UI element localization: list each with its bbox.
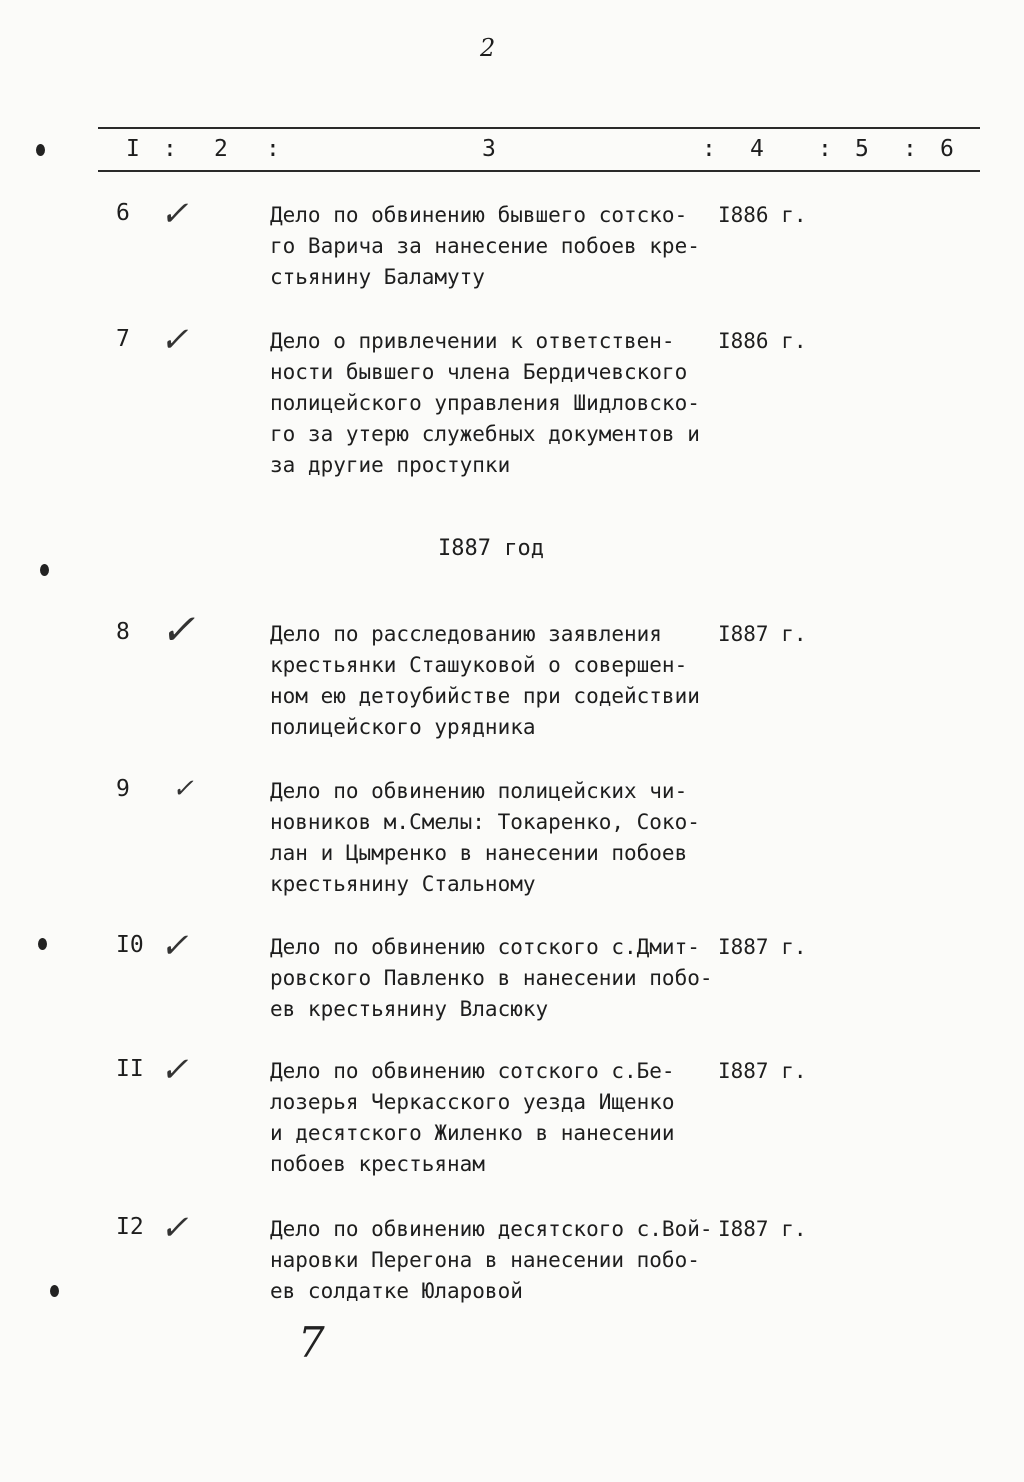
case-year: I887 г. (718, 1217, 807, 1241)
case-number: 6 (116, 200, 130, 226)
checkmark-icon: ✓ (160, 1208, 189, 1248)
header-sep: : (702, 136, 716, 162)
case-description: Дело о привлечении к ответствен- ности бывшего члена Бердичевского полицейского управления Шидловско- го за утерю служебных документов и за другие проступки (270, 329, 700, 477)
checkmark-icon: ✓ (172, 774, 194, 804)
binding-hole-mark (50, 1285, 59, 1297)
binding-hole-mark (40, 564, 49, 576)
checkmark-icon: ✓ (160, 926, 189, 966)
header-col-2: 2 (214, 136, 228, 162)
handwritten-note: 7 (298, 1318, 325, 1367)
case-number: 8 (116, 619, 130, 645)
header-col-4: 4 (750, 136, 764, 162)
case-year: I887 г. (718, 935, 807, 959)
table-header-top-rule (98, 127, 980, 129)
case-year: I886 г. (718, 203, 807, 227)
header-sep: : (266, 136, 280, 162)
checkmark-icon: ✓ (160, 320, 189, 360)
header-sep: : (903, 136, 917, 162)
case-year: I886 г. (718, 329, 807, 353)
case-description: Дело по обвинению сотского с.Дмит- ровского Павленко в нанесении побо- ев крестьянину Власюку (270, 935, 713, 1021)
checkmark-icon: ✓ (160, 1050, 189, 1090)
checkmark-icon: ✓ (160, 194, 189, 234)
table-header-bottom-rule (98, 170, 980, 172)
case-number: II (116, 1056, 144, 1082)
header-col-6: 6 (940, 136, 954, 162)
binding-hole-mark (36, 144, 45, 156)
case-year: I887 г. (718, 1059, 807, 1083)
header-sep: : (163, 136, 177, 162)
case-description: Дело по обвинению сотского с.Бе- лозерья Черкасского уезда Ищенко и десятского Жиленко в нанесении побоев крестьянам (270, 1059, 675, 1176)
checkmark-icon: ✓ (160, 605, 196, 654)
header-col-1: I (126, 136, 140, 162)
header-col-5: 5 (855, 136, 869, 162)
header-col-3: 3 (482, 136, 496, 162)
case-description: Дело по расследованию заявления крестьянки Сташуковой о совершен- ном ею детоубийстве при содействии полицейского урядника (270, 622, 700, 739)
year-section-heading: I887 год (438, 536, 544, 561)
case-year: I887 г. (718, 622, 807, 646)
header-sep: : (818, 136, 832, 162)
case-number: 9 (116, 776, 130, 802)
page-number: 2 (480, 34, 496, 62)
case-description: Дело по обвинению полицейских чи- новников м.Смелы: Токаренко, Соко- лан и Цымренко в нанесении побоев крестьянину Стальному (270, 779, 700, 896)
case-number: I2 (116, 1214, 144, 1240)
binding-hole-mark (38, 938, 47, 950)
case-number: I0 (116, 932, 144, 958)
case-number: 7 (116, 326, 130, 352)
case-description: Дело по обвинению бывшего сотско- го Варича за нанесение побоев кре- стьянину Баламуту (270, 203, 700, 289)
case-description: Дело по обвинению десятского с.Вой- наровки Перегона в нанесении побо- ев солдатке Юларовой (270, 1217, 713, 1303)
